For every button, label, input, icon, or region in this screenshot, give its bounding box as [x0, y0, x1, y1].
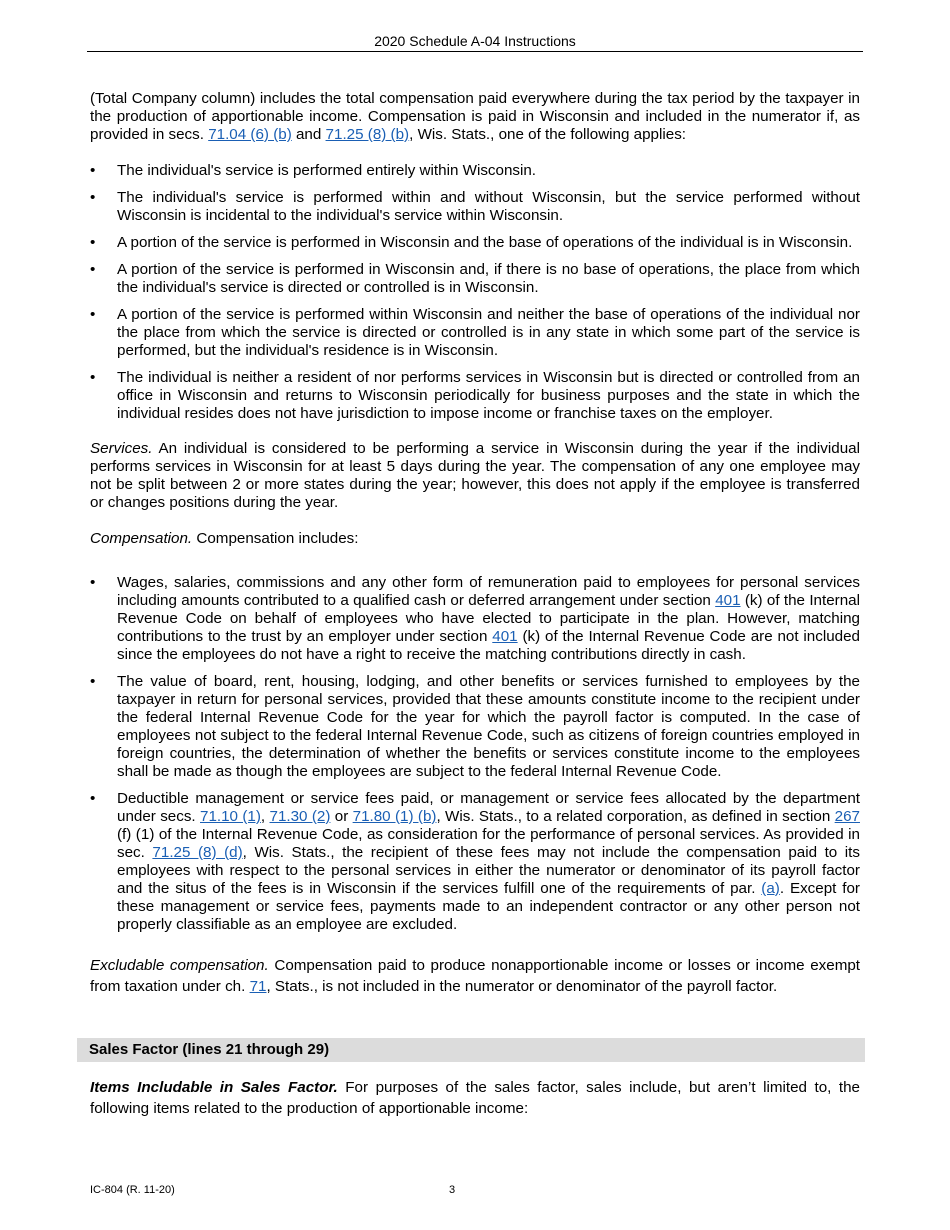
list-item: • The value of board, rent, housing, lodging, and other benefits or services furnished to employees by the taxpayer in return for personal services, provided that these amounts constitute income to the recipient under the federal Internal Revenue Code for the year for which the payroll factor is computed. In the case of employees not subject to the federal Internal Revenue Code, such as citizens of foreign countries employed in foreign countries, the determination of whether the benefits or services constitute income to the employees shall be made as though the employees are subject to the federal Internal Revenue Code. [90, 673, 860, 780]
applies-list [90, 162, 860, 423]
bullet-icon: • [90, 306, 96, 323]
items-includable-paragraph: Items Includable in Sales Factor. For purposes of the sales factor, sales include, but aren’t limited to, the following items related to the production of apportionable income: [90, 1079, 860, 1117]
link-71-25-8-d[interactable]: 71.25 (8) (d) [152, 844, 243, 861]
list-item: • Wages, salaries, commissions and any other form of remuneration paid to employees for personal services including amounts contributed to a qualified cash or deferred arrangement under section 401 (k) of the Internal Revenue Code on behalf of employees who have elected to participate in the plan. However, matching contributions to the trust by an employer under section 401 (k) of the Internal Revenue Code are not included since the employees do not have a right to receive the matching contributions directly in cash. [90, 574, 860, 663]
services-label: Services. [90, 440, 153, 457]
link-401[interactable]: 401 [715, 592, 741, 609]
bullet-icon: • [90, 673, 96, 690]
footer-page-number: 3 [449, 1184, 456, 1196]
list-item: • A portion of the service is performed in Wisconsin and the base of operations of the individual is in Wisconsin. [90, 234, 853, 251]
section-title: Sales Factor (lines 21 through 29) [89, 1041, 330, 1058]
list-item: • The individual is neither a resident of nor performs services in Wisconsin but is directed or controlled from an office in Wisconsin and returns to Wisconsin periodically for business purposes and the state in which the individual resides does not have jurisdiction to impose income or franchise taxes on the employer. [90, 369, 860, 422]
bullet-icon: • [90, 162, 96, 179]
compensation-paragraph: Compensation. Compensation includes: [90, 530, 359, 547]
services-paragraph: Services. An individual is considered to be performing a service in Wisconsin during the year if the individual performs services in Wisconsin for at least 5 days during the year. The compensation of any one employee may not be split between 2 or more states during the year; however, this does not apply if the employee is transferred or changes positions during the year. [90, 440, 860, 511]
link-71-25-8-b[interactable]: 71.25 (8) (b) [325, 126, 410, 143]
header-title: 2020 Schedule A-04 Instructions [374, 33, 576, 49]
items-includable-label: Items Includable in Sales Factor. [90, 1079, 338, 1096]
compensation-label: Compensation. [90, 530, 193, 547]
link-71-30-2[interactable]: 71.30 (2) [269, 808, 331, 825]
sales-factor-section-header [77, 1038, 865, 1062]
page-header [87, 33, 863, 52]
link-par-a[interactable]: (a) [761, 880, 780, 897]
link-71-80-1-b[interactable]: 71.80 (1) (b) [352, 808, 437, 825]
list-item: • A portion of the service is performed in Wisconsin and, if there is no base of operations, the place from which the individual's service is directed or controlled is in Wisconsin. [90, 261, 860, 296]
list-item: • The individual's service is performed entirely within Wisconsin. [90, 162, 537, 179]
bullet-icon: • [90, 189, 96, 206]
excludable-label: Excludable compensation. [90, 957, 269, 974]
intro-paragraph: (Total Company column) includes the total compensation paid everywhere during the tax period by the taxpayer in the production of apportionable income. Compensation is paid in Wisconsin and included in the numerator if, as provided in secs. 71.04 (6) (b) and 71.25 (8) (b), Wis. Stats., one of the following applies: [90, 90, 860, 143]
sales-content [90, 1077, 860, 1119]
bullet-icon: • [90, 574, 96, 591]
link-71-10-1[interactable]: 71.10 (1) [200, 808, 261, 825]
bullet-icon: • [90, 234, 96, 251]
footer-form-id: IC-804 (R. 11-20) [90, 1184, 175, 1196]
list-item: • The individual's service is performed within and without Wisconsin, but the service performed without Wisconsin is incidental to the individual's service within Wisconsin. [90, 189, 860, 224]
bullet-icon: • [90, 369, 96, 386]
compensation-list [90, 574, 860, 934]
link-401[interactable]: 401 [492, 628, 518, 645]
list-item: • A portion of the service is performed within Wisconsin and neither the base of operations of the individual nor the place from which the service is directed or controlled is in any state in which some part of the service is performed, but the individual's residence is in Wisconsin. [90, 306, 860, 359]
bullet-icon: • [90, 261, 96, 278]
link-71-04-6-b[interactable]: 71.04 (6) (b) [208, 126, 292, 143]
page-content [90, 90, 860, 997]
bullet-icon: • [90, 790, 96, 807]
link-267[interactable]: 267 [834, 808, 860, 825]
excludable-paragraph: Excludable compensation. Compensation paid to produce nonapportionable income or losses or income exempt from taxation under ch. 71, Stats., is not included in the numerator or denominator of the payroll factor. [90, 957, 861, 995]
list-item: • Deductible management or service fees paid, or management or service fees allocated by the department under secs. 71.10 (1), 71.30 (2) or 71.80 (1) (b), Wis. Stats., to a related corporation, as defined in section 267 (f) (1) of the Internal Revenue Code, as consideration for the performance of personal services. As provided in sec. 71.25 (8) (d), Wis. Stats., the recipient of these fees may not include the compensation paid to its employees with respect to the personal services in either the numerator or denominator of its payroll factor and the situs of the fees is in Wisconsin if the services fulfill one of the requirements of par. (a). Except for these management or service fees, payments made to an independent contractor or any other person not properly classifiable as an employee are excluded. [90, 790, 860, 933]
link-ch-71[interactable]: 71 [249, 978, 267, 995]
